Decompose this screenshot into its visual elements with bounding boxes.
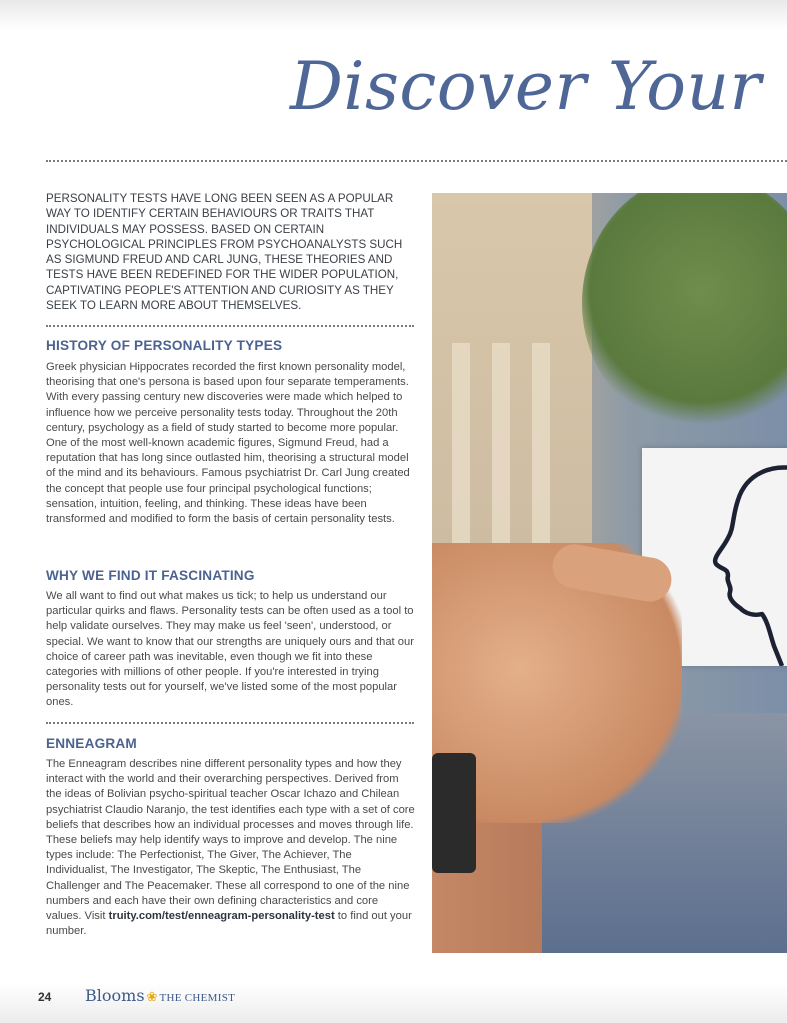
section-body-history: Greek physician Hippocrates recorded the first known personality model, theorising that one's persona is based upon four separate temperaments. With every passing century new discoveries were made which helped to influence how we perceive personality tests today. Throughout the 20th century, psychology as a field of study started to become more popular. One of the most well-known academic figures, Sigmund Freud, had a reputation that has long since outlasted him, theorising a structural model of the mind and its behaviours. Famous psychiatrist Dr. Carl Jung created the concept that people use four principal psychological functions; sensation, intuition, feeling, and thinking. These ideas have been transformed and modified to form the basis of certain personality tests. [46,361,410,526]
watch-strap [432,753,476,873]
leaf-icon: ❀ [146,989,158,1004]
section-divider [46,325,414,327]
section-heading-history: HISTORY OF PERSONALITY TYPES [46,338,283,353]
brand-logo [85,986,235,1006]
enneagram-text: The Enneagram describes nine different personality types and how they interact with the world and their overarching perspectives. Derived from the ideas of Bolivian psycho-spiritual teacher Oscar Ichazo and Chilean psychiatrist Claudio Naranjo, the test identifies each type with a set of core beliefs that describes how an individual processes and moves through life. These beliefs may help identify ways to improve and develop. The nine types include: The Perfectionist, The Giver, The Achiever, The Individualist, The Investigator, The Skeptic, The Enthusiast, The Challenger and The Peacemaker. These all correspond to one of the nine numbers and each have their own defining characteristics and core values. Visit [46,758,415,923]
photo-tree [582,193,787,433]
section-heading-fascinating: WHY WE FIND IT FASCINATING [46,568,255,583]
title-divider [46,160,787,162]
hero-photo [432,193,787,953]
section-body-enneagram [46,757,416,939]
top-shade [0,0,787,30]
section-divider [46,722,414,724]
enneagram-text-end: to find out your number. [46,910,412,938]
brand-subtitle: THE CHEMIST [159,992,236,1004]
enneagram-link[interactable]: truity.com/test/enneagram-personality-test [108,910,335,923]
brand-name: Blooms [85,986,145,1005]
page-title: Discover Your [290,48,762,125]
section-heading-enneagram: ENNEAGRAM [46,736,137,751]
page-number: 24 [38,990,52,1004]
section-body-fascinating: We all want to find out what makes us tick; to help us understand our particular quirks and flaws. Personality tests can be often used as a tool to help validate ourselves. They may make us feel 'seen', understood, or special. We want to know that our strengths are uniquely ours and that our choice of career path was inevitable, even though we fit into these categories with millions of other people. If you're interested in trying personality tests out for yourself, we've listed some of the most popular ones. [46,590,414,709]
intro-paragraph: PERSONALITY TESTS HAVE LONG BEEN SEEN AS A POPULAR WAY TO IDENTIFY CERTAIN BEHAVIOURS OR TRAITS THAT INDIVIDUALS MAY POSSESS. BASED ON CERTAIN PSYCHOLOGICAL PRINCIPLES FROM PSYCHOANALYSTS SUCH AS SIGMUND FREUD AND CARL JUNG, THESE THEORIES AND TESTS HAVE BEEN REDEFINED FOR THE WIDER POPULATION, CAPTIVATING PEOPLE'S ATTENTION AND CURIOSITY AS THEY SEEK TO LEARN MORE ABOUT THEMSELVES. [46,192,403,313]
